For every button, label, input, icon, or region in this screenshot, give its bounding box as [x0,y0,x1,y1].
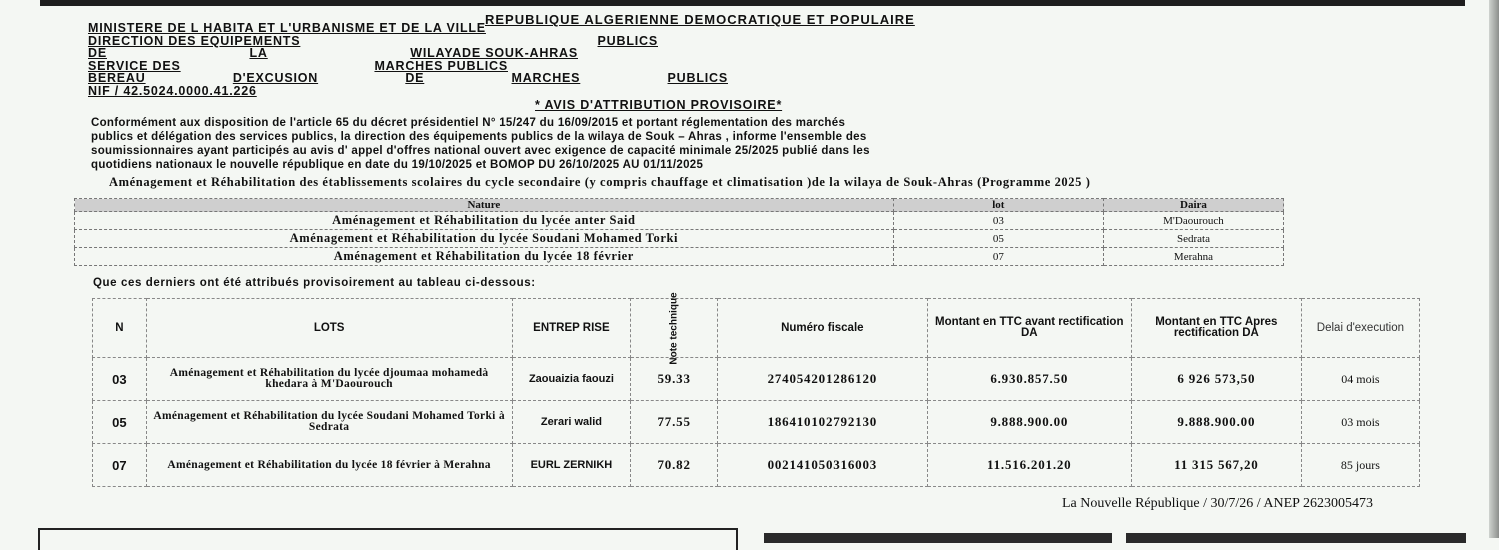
header-lots: LOTS [146,299,512,358]
lots-table [74,198,1284,266]
table-row [93,444,1420,487]
paragraph-line: soumissionnaires ayant participés au avis d' appel d'offres national ouvert avec exigence de capacité minimale 25/2025 publié dans les [91,145,870,157]
table-row [93,358,1420,401]
next-article-bar-2 [1126,533,1466,543]
project-subject: Aménagement et Réhabilitation des établissements scolaires du cycle secondaire (y compris chauffage et climatisation )de la wilaya de Souk-Ahras (Programme 2025 ) [109,175,1091,189]
delai-cell: 03 mois [1301,401,1419,444]
bureau-w5: PUBLICS [667,71,728,85]
nif-line: NIF / 42.5024.0000.41.226 [88,83,257,98]
nif-cell: 274054201286120 [717,358,927,401]
nature-cell: Aménagement et Réhabilitation du lycée Soudani Mohamed Torki [75,230,894,248]
n-cell: 05 [93,401,147,444]
lot-cell: 05 [893,230,1103,248]
table-row [93,401,1420,444]
montant-apres-cell: 11 315 567,20 [1131,444,1301,487]
publication-source: La Nouvelle République / 30/7/26 / ANEP 2623005473 [1062,496,1373,511]
lot-cell: Aménagement et Réhabilitation du lycée 18 février à Merahna [146,444,512,487]
republique-heading: REPUBLIQUE ALGERIENNE DEMOCRATIQUE ET POPULAIRE [485,12,915,27]
montant-apres-cell: 9.888.900.00 [1131,401,1301,444]
paragraph-line: quotidiens nationaux le nouvelle république en date du 19/10/2025 et BOMOP DU 26/10/2025 AU 01/11/2025 [91,159,704,171]
wilaya-name: WILAYADE SOUK-AHRAS [410,46,578,60]
header-daira: Daira [1103,199,1283,212]
delai-cell: 04 mois [1301,358,1419,401]
attribution-text: Que ces derniers ont été attribués provisoirement au tableau ci-dessous: [93,277,536,289]
direction-text-2: PUBLICS [597,33,658,48]
bureau-w2: D'EXCUSION [232,71,319,85]
montant-avant-cell: 9.888.900.00 [927,401,1131,444]
header-nature: Nature [75,199,894,212]
attribution-table [92,291,1420,487]
administration-block [88,22,728,97]
lot-cell: Aménagement et Réhabilitation du lycée Soudani Mohamed Torki à Sedrata [146,401,512,444]
header-apres: Montant en TTC Apres rectification DA [1131,299,1301,358]
montant-avant-cell: 11.516.201.20 [927,444,1131,487]
montant-avant-cell: 6.930.857.50 [927,358,1131,401]
header-avant: Montant en TTC avant rectification DA [927,299,1131,358]
wilaya-la: LA [249,46,268,60]
lots-table-header [75,199,1284,212]
paragraph-line: publics et délégation des services publics, la direction des équipements publics de la wilaya de Souk – Ahras , informe l'ensemble des [91,131,867,143]
daira-cell: Merahna [1103,248,1283,266]
montant-apres-cell: 6 926 573,50 [1131,358,1301,401]
bureau-w4: MARCHES [511,71,581,85]
service-text: SERVICE DES [88,58,181,73]
next-article-bar [764,533,1112,543]
daira-cell: Sedrata [1103,230,1283,248]
lot-cell: 03 [893,212,1103,230]
attribution-table-header [93,299,1420,358]
announcement-paragraph [91,116,1371,172]
daira-cell: M'Daourouch [1103,212,1283,230]
n-cell: 07 [93,444,147,487]
nif-cell: 002141050316003 [717,444,927,487]
header-entreprise: ENTREP RISE [512,299,631,358]
entreprise-cell: EURL ZERNIKH [512,444,631,487]
bureau-w1: BEREAU [88,71,146,85]
lot-cell: 07 [893,248,1103,266]
table-row [75,248,1284,266]
nature-cell: Aménagement et Réhabilitation du lycée anter Said [75,212,894,230]
note-cell: 77.55 [631,401,718,444]
note-cell: 59.33 [631,358,718,401]
avis-title: * AVIS D'ATTRIBUTION PROVISOIRE* [535,98,783,112]
wilaya-de: DE [88,46,107,60]
n-cell: 03 [93,358,147,401]
page-edge [1489,0,1499,538]
bureau-w3: DE [405,71,425,85]
entreprise-cell: Zerari walid [512,401,631,444]
nif-cell: 186410102792130 [717,401,927,444]
lot-cell: Aménagement et Réhabilitation du lycée djoumaa mohamedà khedara à M'Daourouch [146,358,512,401]
wilaya-line [88,47,578,60]
header-n: N [93,299,147,358]
top-border [40,0,1465,6]
table-row [75,212,1284,230]
next-article-frame [38,528,738,550]
entreprise-cell: Zaouaizia faouzi [512,358,631,401]
service-text-2: MARCHES PUBLICS [374,58,508,73]
note-cell: 70.82 [631,444,718,487]
note-header-text: Note technique [668,291,680,365]
bureau-line [88,72,728,85]
nature-cell: Aménagement et Réhabilitation du lycée 18 février [75,248,894,266]
direction-text: DIRECTION DES EQUIPEMENTS [88,33,301,48]
delai-cell: 85 jours [1301,444,1419,487]
header-lot: lot [893,199,1103,212]
header-note [631,291,718,365]
table-row [75,230,1284,248]
paragraph-line: Conformément aux disposition de l'article 65 du décret présidentiel N° 15/247 du 16/09/2015 et portant réglementation des marchés [91,117,846,129]
header-delai: Delai d'execution [1301,299,1419,358]
header-nif: Numéro fiscale [717,299,927,358]
ministry-line: MINISTERE DE L HABITA ET L'URBANISME ET DE LA VILLE [88,21,486,35]
